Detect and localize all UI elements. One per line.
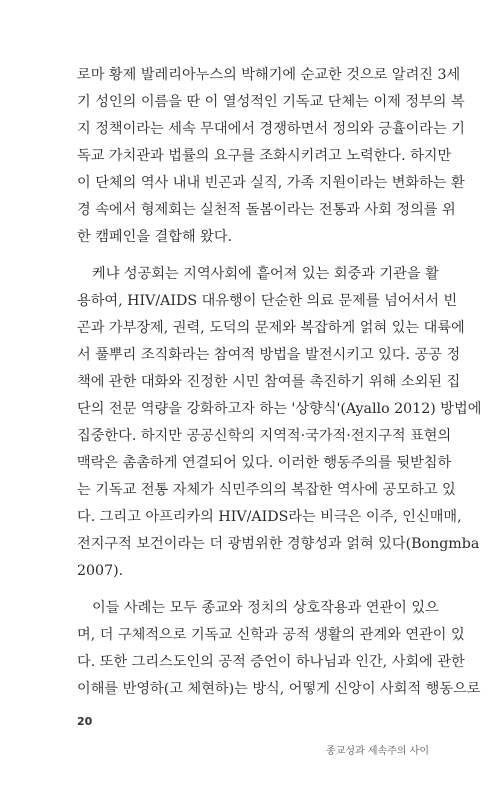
text-line: 다. 또한 그리스도인의 공적 증언이 하나님과 인간, 사회에 관한 <box>77 654 465 670</box>
text-line: 이들 사례는 모두 종교와 정치의 상호작용과 연관이 있으 <box>92 600 439 616</box>
text-line: 한 캠페인을 결합해 왔다. <box>77 229 233 245</box>
paragraph-gap <box>77 585 429 595</box>
text-line: 는 기독교 전통 자체가 식민주의의 복잡한 역사에 공모하고 있 <box>77 482 456 498</box>
paragraph-2 <box>77 261 482 585</box>
text-line: 기 성인의 이름을 딴 이 열성적인 기독교 단체는 이제 정부의 복 <box>77 94 465 110</box>
text-line: 경 속에서 형제회는 실천적 돌봄이라는 전통과 사회 정의를 위 <box>77 202 456 218</box>
paragraph-1 <box>77 62 465 251</box>
text-line: 다. 그리고 아프리카의 HIV/AIDS라는 비극은 이주, 인신매매, <box>77 509 462 525</box>
paragraph-gap <box>77 251 429 261</box>
body-text <box>77 62 482 703</box>
text-line: 용하여, HIV/AIDS 대유행이 단순한 의료 문제를 넘어서서 빈 <box>77 293 458 309</box>
text-line: 케냐 성공회는 지역사회에 흩어져 있는 회중과 기관을 활 <box>92 266 439 282</box>
text-line: 이 단체의 역사 내내 빈곤과 실직, 가족 지원이라는 변화하는 환 <box>77 175 465 191</box>
text-line: 이해를 반영하(고 체현하)는 방식, 어떻게 신앙이 사회적 행동으로 <box>77 681 481 697</box>
text-line: 맥락은 촘촘하게 연결되어 있다. 이러한 행동주의를 뒷받침하 <box>77 455 452 471</box>
text-line: 며, 더 구체적으로 기독교 신학과 공적 생활의 관계와 연관이 있 <box>77 627 465 643</box>
text-line: 로마 황제 발레리아누스의 박해기에 순교한 것으로 알려진 3세 <box>77 67 461 83</box>
text-line: 곤과 가부장제, 권력, 도덕의 문제와 복잡하게 얽혀 있는 대륙에 <box>77 320 465 336</box>
text-line: 책에 관한 대화와 진정한 시민 참여를 촉진하기 위해 소외된 집 <box>77 374 461 390</box>
page-number: 20 <box>77 715 93 728</box>
text-line: 지 정책이라는 세속 무대에서 경쟁하면서 정의와 긍휼이라는 기 <box>77 121 465 137</box>
text-line: 독교 가치관과 법률의 요구를 조화시키려고 노력한다. 하지만 <box>77 148 452 164</box>
running-title: 종교성과 세속주의 사이 <box>326 746 429 757</box>
text-line: 전지구적 보건이라는 더 광범위한 경향성과 얽혀 있다(Bongmba <box>77 536 480 552</box>
text-line: 서 풀뿌리 조직화라는 참여적 방법을 발전시키고 있다. 공공 정 <box>77 347 461 363</box>
paragraph-3 <box>77 595 481 703</box>
text-line: 2007). <box>77 563 124 579</box>
text-line: 집중한다. 하지만 공공신학의 지역적·국가적·전지구적 표현의 <box>77 428 452 444</box>
text-line: 단의 전문 역량을 강화하고자 하는 '상향식'(Ayallo 2012) 방법에 <box>77 401 482 417</box>
